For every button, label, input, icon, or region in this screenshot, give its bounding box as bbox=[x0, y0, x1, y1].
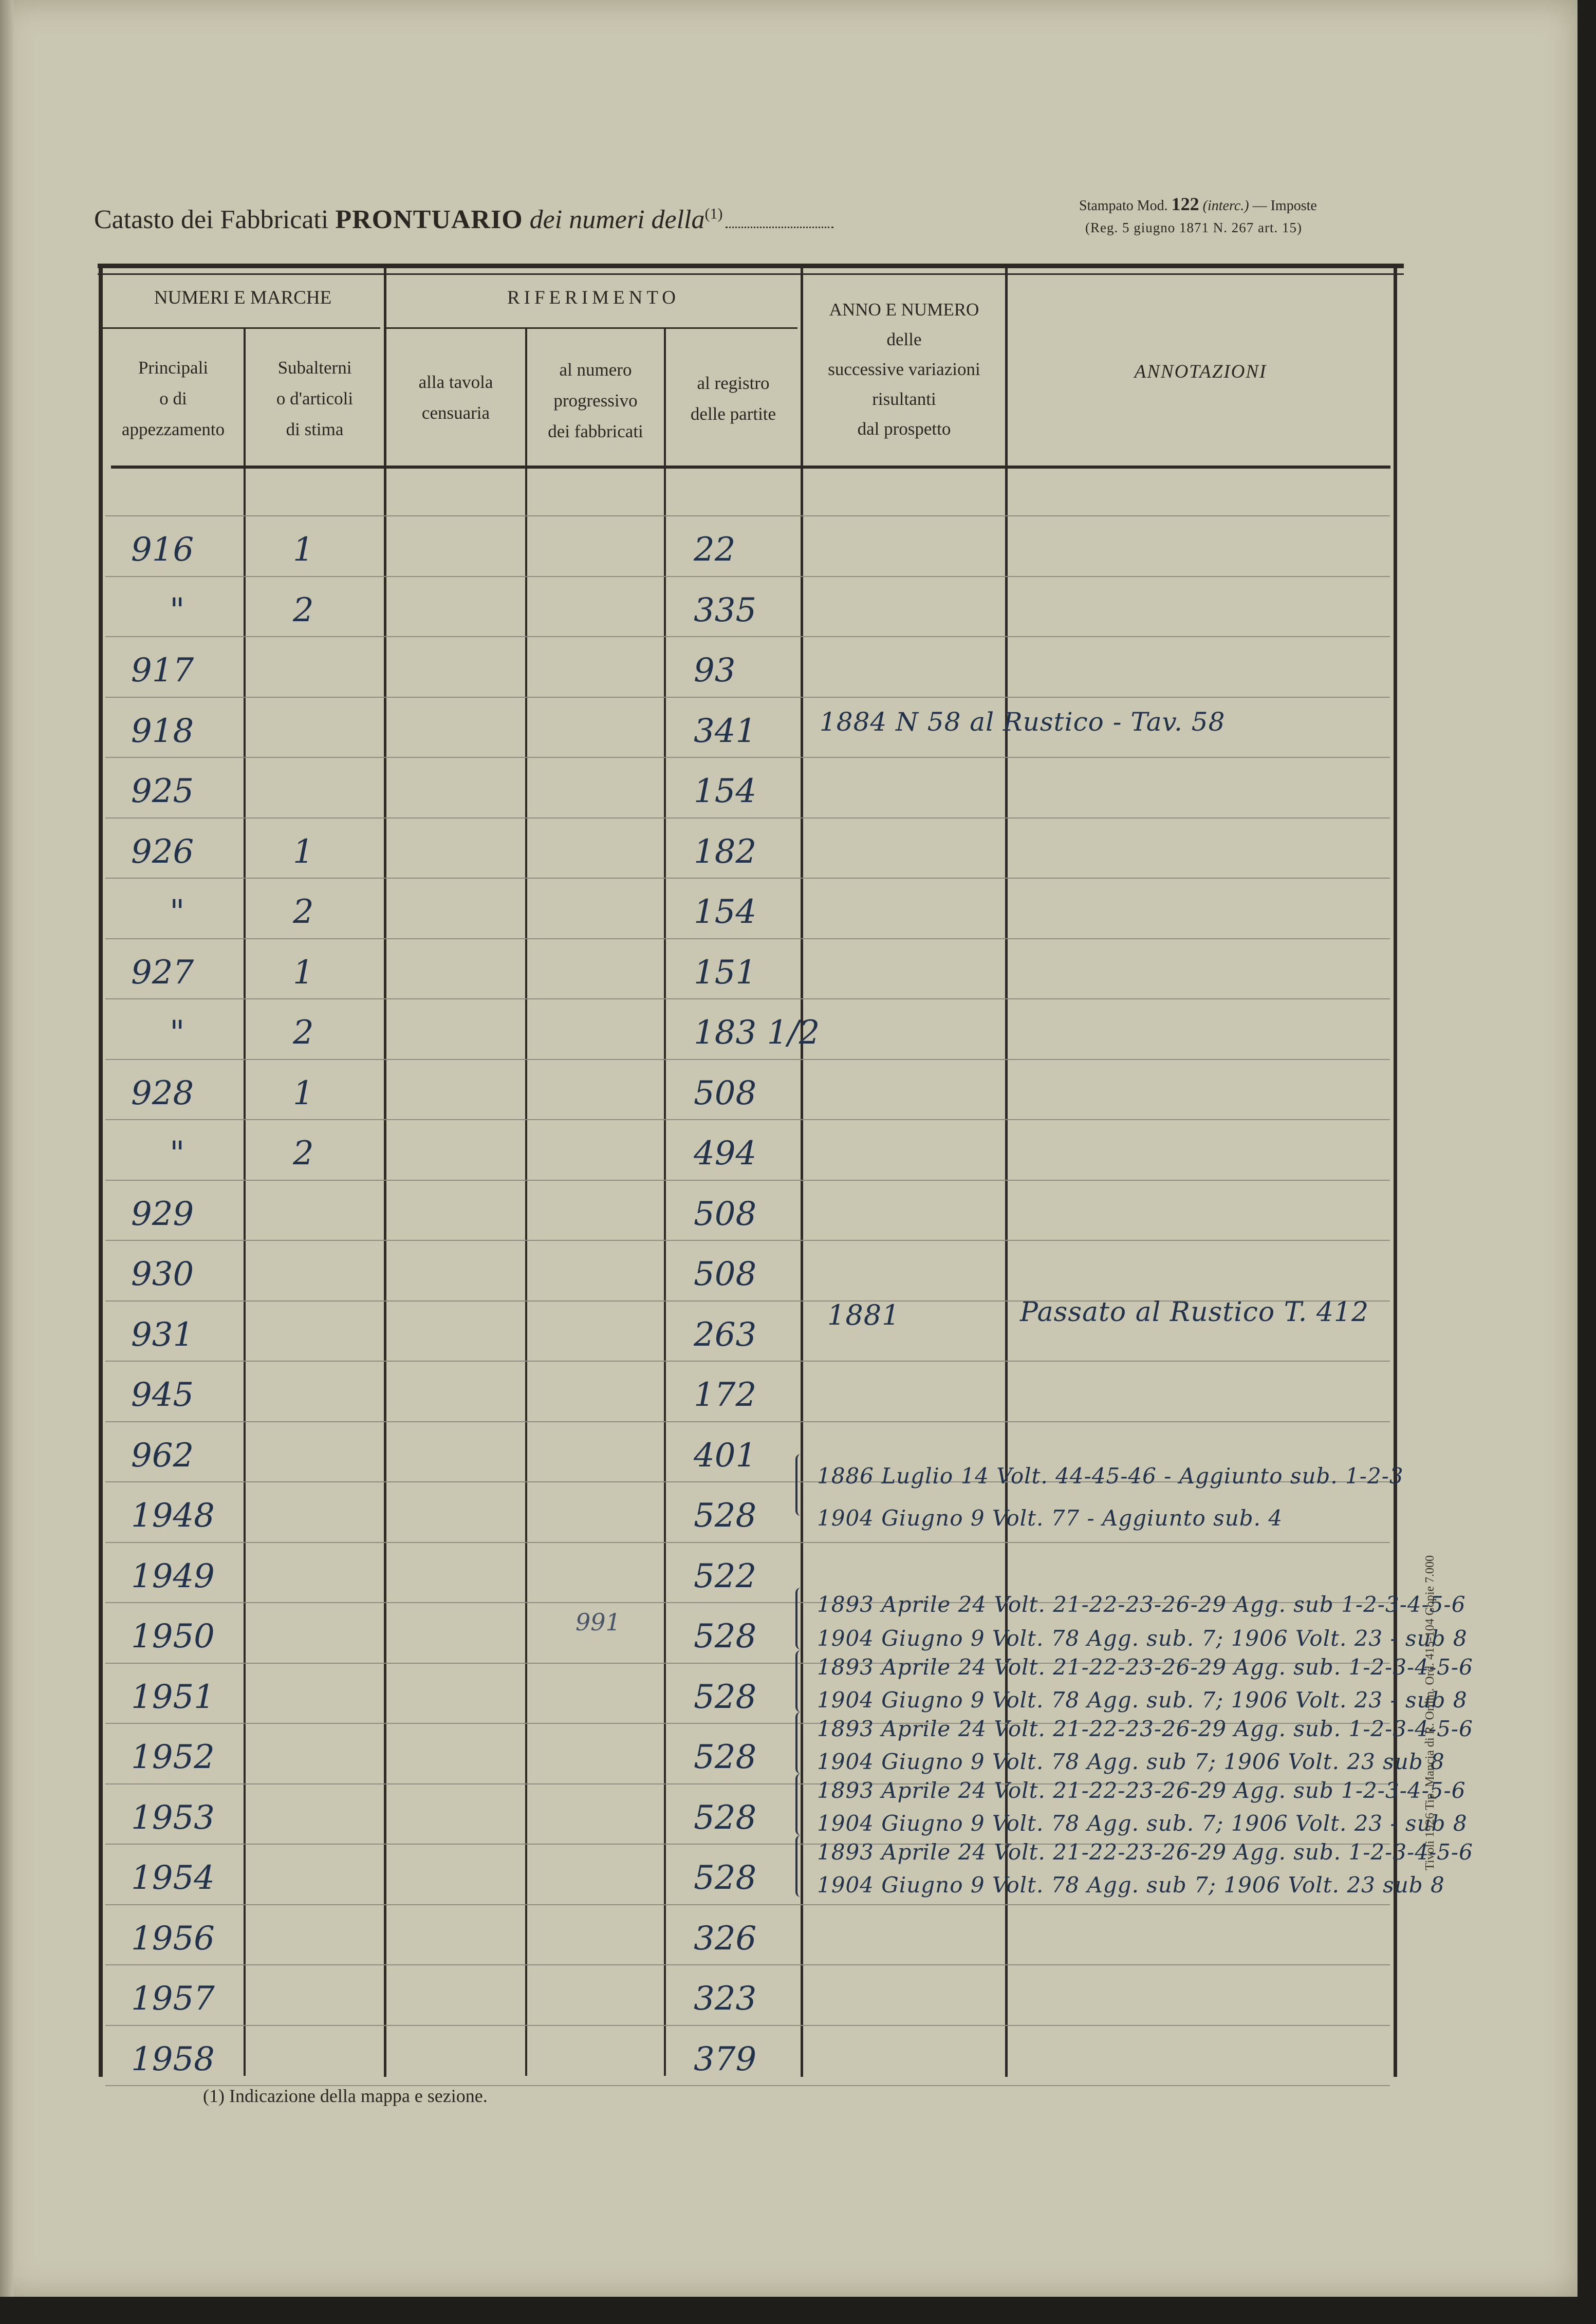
model-number: 122 bbox=[1171, 194, 1199, 214]
header-principali bbox=[103, 352, 244, 445]
cell-registro: 335 bbox=[694, 591, 757, 629]
cell-principale: 928 bbox=[131, 1074, 194, 1112]
cell-principale: 925 bbox=[131, 772, 194, 810]
cell-principale: 916 bbox=[131, 531, 194, 569]
annotation-931-note: Passato al Rustico T. 412 bbox=[1020, 1297, 1369, 1328]
cell-registro: 401 bbox=[694, 1437, 757, 1475]
cell-registro: 379 bbox=[694, 2040, 757, 2078]
cell-principale: 962 bbox=[131, 1437, 194, 1475]
cell-principale: 1954 bbox=[131, 1859, 215, 1897]
table-top-border-inner bbox=[98, 273, 1404, 275]
cell-principale: 926 bbox=[131, 833, 194, 871]
row-rule bbox=[105, 1180, 1390, 1181]
header-anno-line2: delle bbox=[886, 329, 922, 349]
annotation-1948-a: 1886 Luglio 14 Volt. 44-45-46 - Aggiunto sub. 1-2-3 bbox=[817, 1463, 1404, 1489]
annotation-1953-b: 1904 Giugno 9 Volt. 78 Agg. sub. 7; 1906 Volt. 23 - sub 8 bbox=[817, 1811, 1468, 1836]
cell-registro: 528 bbox=[694, 1617, 757, 1656]
cell-registro: 508 bbox=[694, 1195, 757, 1233]
footnote: (1) Indicazione della mappa e sezione. bbox=[203, 2086, 488, 2106]
annotation-1950-a: 1893 Aprile 24 Volt. 21-22-23-26-29 Agg. sub 1-2-3-4-5-6 bbox=[817, 1592, 1466, 1617]
annotation-1952-b: 1904 Giugno 9 Volt. 78 Agg. sub 7; 1906 Volt. 23 sub 8 bbox=[817, 1749, 1445, 1774]
cell-principale: 1958 bbox=[131, 2040, 215, 2078]
header-subalterni-line3: di stima bbox=[286, 419, 344, 439]
cell-subalterno: 1 bbox=[293, 833, 314, 871]
title-suffix: dei numeri della bbox=[529, 205, 705, 234]
cell-principale: " bbox=[170, 893, 185, 931]
binding-edge bbox=[0, 0, 13, 2297]
header-anno-line1: ANNO E NUMERO bbox=[829, 300, 979, 320]
annotation-1948-b: 1904 Giugno 9 Volt. 77 - Aggiunto sub. 4 bbox=[817, 1505, 1283, 1531]
row-rule bbox=[105, 878, 1390, 879]
cell-registro: 528 bbox=[694, 1497, 757, 1535]
cell-principale: 1949 bbox=[131, 1557, 215, 1595]
annotation-1951-b: 1904 Giugno 9 Volt. 78 Agg. sub. 7; 1906 Volt. 23 - sub 8 bbox=[817, 1687, 1468, 1713]
annotation-1950-b: 1904 Giugno 9 Volt. 78 Agg. sub. 7; 1906 Volt. 23 - sub 8 bbox=[817, 1626, 1468, 1651]
header-numero-progressivo bbox=[527, 355, 664, 447]
row-rule bbox=[105, 757, 1390, 758]
annotation-1954-a: 1893 Aprile 24 Volt. 21-22-23-26-29 Agg. sub. 1-2-3-4-5-6 bbox=[817, 1839, 1473, 1865]
header-registro-line2: delle partite bbox=[690, 404, 776, 424]
row-rule bbox=[105, 1240, 1390, 1241]
col-divider-6 bbox=[1005, 268, 1008, 2077]
printer-note: Tivoli 1926 Tip. Mancia di R. Ordin. Ord. 415-104 Copie 7.000 bbox=[1423, 1555, 1437, 1870]
row-rule bbox=[105, 697, 1390, 698]
cell-registro: 323 bbox=[694, 1980, 757, 2018]
annotation-1951-a: 1893 Aprile 24 Volt. 21-22-23-26-29 Agg. sub. 1-2-3-4-5-6 bbox=[817, 1654, 1473, 1680]
header-principali-line3: appezzamento bbox=[121, 419, 225, 439]
header-anno-e-numero bbox=[803, 295, 1005, 444]
col-divider-1 bbox=[244, 329, 246, 2076]
cell-principale: 917 bbox=[131, 652, 194, 690]
brace-1948 bbox=[795, 1454, 805, 1516]
row-rule bbox=[105, 2025, 1390, 2026]
row-rule bbox=[105, 1119, 1390, 1120]
title-fill-line bbox=[726, 227, 833, 228]
row-rule bbox=[105, 1904, 1390, 1905]
header-anno-line5: dal prospetto bbox=[857, 419, 951, 439]
cell-registro: 182 bbox=[694, 833, 757, 871]
header-numero-line2: progressivo bbox=[553, 391, 638, 411]
cell-subalterno: 1 bbox=[293, 954, 314, 992]
cell-subalterno: 2 bbox=[293, 893, 314, 931]
annotation-931-anno: 1881 bbox=[827, 1299, 900, 1331]
brace-1950 bbox=[795, 1588, 805, 1649]
header-annotazioni: ANNOTAZIONI bbox=[1134, 361, 1267, 382]
cell-registro: 494 bbox=[694, 1135, 757, 1173]
cell-principale: 1948 bbox=[131, 1497, 215, 1535]
cell-principale: 1953 bbox=[131, 1799, 215, 1837]
cell-subalterno: 2 bbox=[293, 1014, 314, 1052]
stamp-interc: (interc.) bbox=[1202, 198, 1249, 214]
row-rule bbox=[105, 817, 1390, 819]
cell-registro: 528 bbox=[694, 1799, 757, 1837]
cell-principale: 927 bbox=[131, 954, 194, 992]
regulation-reference: (Reg. 5 giugno 1871 N. 267 art. 15) bbox=[1085, 220, 1302, 235]
cell-registro: 528 bbox=[694, 1678, 757, 1716]
header-numeri-e-marche: NUMERI E MARCHE bbox=[154, 287, 332, 308]
row-rule bbox=[105, 1421, 1390, 1422]
title-main: PRONTUARIO bbox=[335, 205, 523, 234]
col-divider-3 bbox=[525, 329, 527, 2076]
cell-registro: 522 bbox=[694, 1557, 757, 1595]
cell-principale: 918 bbox=[131, 712, 194, 750]
cell-registro: 263 bbox=[694, 1316, 757, 1354]
cell-principale: 1957 bbox=[131, 1980, 215, 2018]
numero-progressivo-1950: 991 bbox=[576, 1608, 621, 1636]
header-subalterni-line1: Subalterni bbox=[277, 358, 352, 378]
row-rule bbox=[105, 576, 1390, 577]
cell-registro: 528 bbox=[694, 1738, 757, 1776]
header-riferimento: RIFERIMENTO bbox=[507, 287, 680, 308]
cell-subalterno: 2 bbox=[293, 1135, 314, 1173]
page-title bbox=[94, 204, 833, 235]
header-registro bbox=[666, 368, 801, 430]
row-rule bbox=[105, 1964, 1390, 1965]
cell-registro: 508 bbox=[694, 1074, 757, 1112]
title-prefix: Catasto dei Fabbricati bbox=[94, 205, 329, 234]
riferimento-group-underline bbox=[386, 327, 797, 329]
stamp-imposte: — Imposte bbox=[1252, 198, 1317, 214]
row-rule bbox=[105, 515, 1390, 516]
table-left-border bbox=[99, 268, 103, 2077]
title-footnote-ref: (1) bbox=[704, 205, 723, 222]
row-rule bbox=[105, 998, 1390, 999]
cell-registro: 528 bbox=[694, 1859, 757, 1897]
header-anno-line4: risultanti bbox=[872, 389, 936, 409]
header-tavola-line1: alla tavola bbox=[418, 372, 493, 392]
cell-principale: 929 bbox=[131, 1195, 194, 1233]
cell-principale: " bbox=[170, 1135, 185, 1173]
cell-registro: 508 bbox=[694, 1255, 757, 1293]
header-principali-line2: o di bbox=[159, 388, 187, 408]
cell-registro: 22 bbox=[694, 531, 736, 569]
cell-principale: " bbox=[170, 1014, 185, 1052]
cell-principale: 930 bbox=[131, 1255, 194, 1293]
cell-subalterno: 2 bbox=[293, 591, 314, 629]
header-numero-line1: al numero bbox=[559, 360, 632, 380]
cell-principale: " bbox=[170, 591, 185, 629]
annotation-1953-a: 1893 Aprile 24 Volt. 21-22-23-26-29 Agg. sub 1-2-3-4-5-6 bbox=[817, 1778, 1466, 1803]
row-rule bbox=[105, 1542, 1390, 1543]
cell-registro: 93 bbox=[694, 652, 736, 690]
annotation-918-anno: 1884 N 58 al Rustico - Tav. 58 bbox=[820, 707, 1226, 737]
header-anno-line3: successive variazioni bbox=[828, 359, 980, 379]
header-subalterni bbox=[246, 352, 384, 445]
cell-registro: 154 bbox=[694, 893, 757, 931]
col-divider-2 bbox=[384, 268, 386, 2077]
cell-registro: 341 bbox=[694, 712, 757, 750]
header-subalterni-line2: o d'articoli bbox=[276, 388, 354, 408]
row-rule bbox=[105, 636, 1390, 637]
cell-principale: 1956 bbox=[131, 1920, 215, 1958]
cell-principale: 931 bbox=[131, 1316, 194, 1354]
col-divider-4 bbox=[664, 329, 666, 2076]
row-rule bbox=[105, 1361, 1390, 1362]
row-rule bbox=[105, 1059, 1390, 1060]
table-right-border bbox=[1394, 268, 1397, 2077]
header-numero-line3: dei fabbricati bbox=[548, 421, 643, 441]
cell-subalterno: 1 bbox=[293, 1074, 314, 1112]
table-top-border bbox=[98, 264, 1404, 268]
stamp-label: Stampato Mod. bbox=[1079, 198, 1168, 214]
annotation-1954-b: 1904 Giugno 9 Volt. 78 Agg. sub 7; 1906 Volt. 23 sub 8 bbox=[817, 1872, 1445, 1898]
header-tavola bbox=[386, 367, 525, 429]
brace-1954 bbox=[795, 1835, 805, 1897]
cell-principale: 1951 bbox=[131, 1678, 215, 1716]
annotation-1952-a: 1893 Aprile 24 Volt. 21-22-23-26-29 Agg. sub. 1-2-3-4-5-6 bbox=[817, 1716, 1473, 1741]
header-bottom-border bbox=[111, 466, 1390, 469]
header-registro-line1: al registro bbox=[697, 373, 770, 393]
brace-1952 bbox=[795, 1712, 805, 1774]
cell-principale: 1950 bbox=[131, 1617, 215, 1656]
brace-1951 bbox=[795, 1650, 805, 1712]
numeri-group-underline bbox=[103, 327, 380, 329]
cell-principale: 1952 bbox=[131, 1738, 215, 1776]
cell-registro: 154 bbox=[694, 772, 757, 810]
cell-subalterno: 1 bbox=[293, 531, 314, 569]
cell-principale: 945 bbox=[131, 1376, 194, 1414]
print-stamp bbox=[1079, 193, 1317, 215]
header-tavola-line2: censuaria bbox=[421, 403, 490, 423]
row-rule bbox=[105, 938, 1390, 939]
cell-registro: 151 bbox=[694, 954, 757, 992]
cell-registro: 183 1/2 bbox=[694, 1014, 820, 1052]
cell-registro: 172 bbox=[694, 1376, 757, 1414]
brace-1953 bbox=[795, 1774, 805, 1835]
header-principali-line1: Principali bbox=[138, 358, 209, 378]
cell-registro: 326 bbox=[694, 1920, 757, 1958]
